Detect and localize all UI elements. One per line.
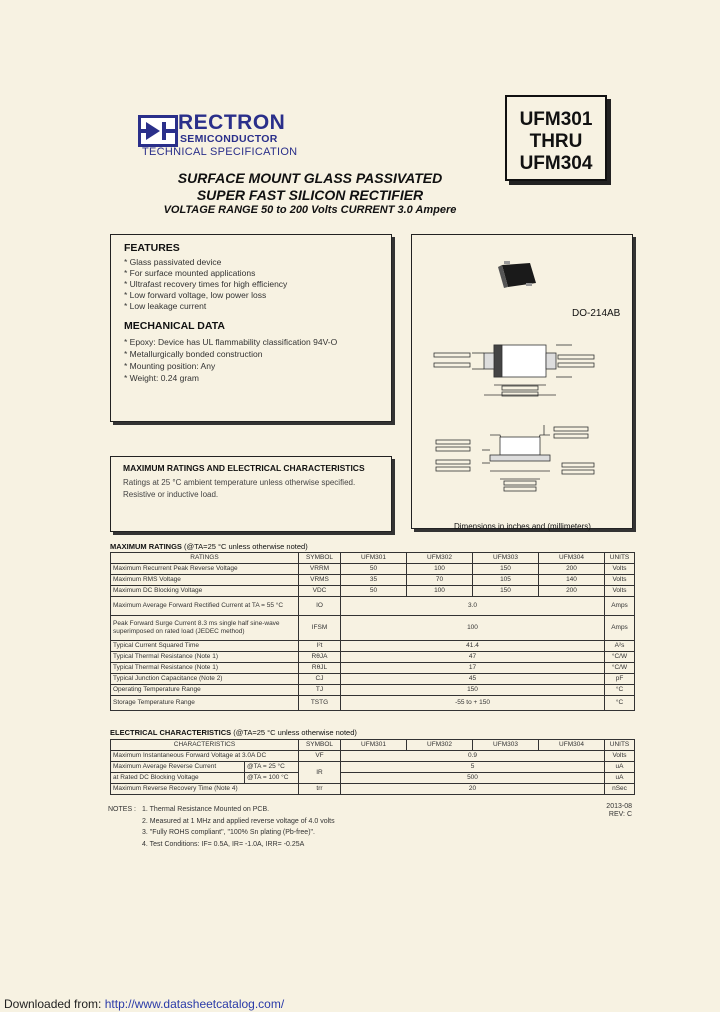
package-drawing-box [411, 234, 633, 529]
ratings-box-heading: MAXIMUM RATINGS AND ELECTRICAL CHARACTERISTICS [123, 463, 365, 473]
row-symbol: IR [299, 762, 341, 784]
row-unit: Amps [605, 597, 635, 616]
row-symbol: CJ [299, 674, 341, 685]
row-value: 41.4 [341, 641, 605, 652]
table-row [111, 751, 635, 762]
notes-prefix: NOTES : [108, 806, 137, 813]
part-line-3: UFM304 [519, 153, 593, 174]
table-row [111, 674, 635, 685]
row-unit: °C/W [605, 652, 635, 663]
row-value: 200 [539, 564, 605, 575]
row-label: Peak Forward Surge Current 8.3 ms single half sine-wave superimposed on rated load (JEDEC method) [111, 616, 299, 641]
date-code-rev: REV: C [608, 811, 632, 818]
row-unit: uA [605, 773, 635, 784]
feature-item: * Ultrafast recovery times for high efficiency [124, 279, 288, 289]
row-symbol: trr [299, 784, 341, 795]
part-number-box [505, 95, 607, 181]
row-symbol: RθJL [299, 663, 341, 674]
row-label: Maximum Recurrent Peak Reverse Voltage [111, 564, 299, 575]
brand-name: RECTRON [178, 111, 286, 134]
part-line-2: THRU [529, 131, 583, 152]
row-label: Maximum Instantaneous Forward Voltage at 3.0A DC [111, 751, 299, 762]
column-header: SYMBOL [299, 553, 341, 564]
row-unit: Volts [605, 751, 635, 762]
row-symbol: IO [299, 597, 341, 616]
table-header-row [111, 553, 635, 564]
doc-title-line-1: SURFACE MOUNT GLASS PASSIVATED [177, 170, 443, 186]
row-value: 20 [341, 784, 605, 795]
row-value: 105 [473, 575, 539, 586]
column-header: UFM304 [539, 740, 605, 751]
row-label: Storage Temperature Range [111, 696, 299, 711]
column-header: RATINGS [111, 553, 299, 564]
date-code [600, 803, 632, 819]
row-value: 50 [341, 586, 407, 597]
elec-caption-title: ELECTRICAL CHARACTERISTICS [110, 728, 232, 737]
brand-subtitle: SEMICONDUCTOR [180, 133, 278, 145]
datasheet-catalog-link[interactable]: http://www.datasheetcatalog.com/ [104, 997, 285, 1011]
row-value: 5 [341, 762, 605, 773]
row-label: Maximum Average Reverse Current [111, 762, 245, 773]
doc-title-line-2: SUPER FAST SILICON RECTIFIER [196, 187, 424, 203]
row-symbol: TJ [299, 685, 341, 696]
download-footer [4, 997, 284, 1011]
column-header: UFM302 [407, 740, 473, 751]
row-value: 17 [341, 663, 605, 674]
row-symbol: VRMS [299, 575, 341, 586]
row-value: 150 [473, 586, 539, 597]
row-unit: °C [605, 696, 635, 711]
rectron-logo-icon [138, 115, 178, 147]
row-value: 100 [407, 564, 473, 575]
note-item: 1. Thermal Resistance Mounted on PCB. [142, 806, 270, 813]
note-item: 2. Measured at 1 MHz and applied reverse voltage of 4.0 volts [142, 817, 335, 825]
row-value: 35 [341, 575, 407, 586]
part-line-1: UFM301 [519, 109, 593, 130]
row-value: 150 [341, 685, 605, 696]
mechanical-item: * Epoxy: Device has UL flammability classification 94V-O [124, 337, 338, 347]
features-box [110, 234, 392, 422]
table-row [111, 597, 635, 616]
feature-item: * Glass passivated device [124, 257, 222, 267]
row-unit: °C [605, 685, 635, 696]
mechanical-item: * Weight: 0.24 gram [124, 373, 199, 383]
max-ratings-caption-title: MAXIMUM RATINGS [110, 542, 182, 551]
row-label: Maximum DC Blocking Voltage [111, 586, 299, 597]
row-unit: uA [605, 762, 635, 773]
row-unit: Amps [605, 616, 635, 641]
column-header: UFM301 [341, 740, 407, 751]
table-row [111, 586, 635, 597]
table-row [111, 663, 635, 674]
row-value: 200 [539, 586, 605, 597]
table-row [111, 652, 635, 663]
elec-caption-note: (@TA=25 °C unless otherwise noted) [233, 728, 357, 737]
row-value: 70 [407, 575, 473, 586]
dimensions-note: Dimensions in inches and (millimeters) [454, 522, 591, 531]
row-label: at Rated DC Blocking Voltage [111, 773, 245, 784]
row-label: Maximum Reverse Recovery Time (Note 4) [111, 784, 299, 795]
ratings-summary-box [110, 456, 392, 532]
row-value: 0.9 [341, 751, 605, 762]
column-header: UNITS [605, 740, 635, 751]
elec-caption [110, 728, 357, 737]
column-header: UFM301 [341, 553, 407, 564]
ratings-box-line-1: Ratings at 25 °C ambient temperature unless otherwise specified. [123, 478, 356, 487]
row-symbol: TSTG [299, 696, 341, 711]
table-row [111, 616, 635, 641]
mechanical-item: * Mounting position: Any [124, 361, 216, 371]
date-code-year: 2013-08 [606, 803, 632, 810]
row-value: 150 [473, 564, 539, 575]
note-item: 4. Test Conditions: IF= 0.5A, IR= -1.0A, IRR= -0.25A [142, 840, 305, 848]
column-header: UNITS [605, 553, 635, 564]
ratings-box-line-2: Resistive or inductive load. [123, 490, 219, 499]
row-unit: °C/W [605, 663, 635, 674]
column-header: UFM302 [407, 553, 473, 564]
table-row [111, 696, 635, 711]
column-header: UFM303 [473, 740, 539, 751]
row-condition: @TA = 25 °C [245, 762, 299, 773]
column-header: UFM304 [539, 553, 605, 564]
table-row [111, 784, 635, 795]
row-symbol: VDC [299, 586, 341, 597]
table-row [111, 575, 635, 586]
table-row [111, 773, 635, 784]
brand-spec: TECHNICAL SPECIFICATION [142, 146, 298, 158]
footer-prefix: Downloaded from: [4, 997, 102, 1011]
package-name: DO-214AB [572, 308, 621, 319]
column-header: SYMBOL [299, 740, 341, 751]
row-value: 500 [341, 773, 605, 784]
feature-item: * Low leakage current [124, 301, 207, 311]
column-header: CHARACTERISTICS [111, 740, 299, 751]
elec-table [110, 739, 635, 795]
row-symbol: IFSM [299, 616, 341, 641]
row-label: Typical Thermal Resistance (Note 1) [111, 663, 299, 674]
row-symbol: VRRM [299, 564, 341, 575]
row-symbol: I²t [299, 641, 341, 652]
row-value: 50 [341, 564, 407, 575]
row-unit: pF [605, 674, 635, 685]
max-ratings-table [110, 552, 635, 711]
feature-item: * For surface mounted applications [124, 268, 256, 278]
row-value: -55 to + 150 [341, 696, 605, 711]
row-value: 45 [341, 674, 605, 685]
row-value: 3.0 [341, 597, 605, 616]
max-ratings-caption-note: (@TA=25 °C unless otherwise noted) [184, 542, 308, 551]
note-item: 3. "Fully ROHS compliant", "100% Sn plating (Pb-free)". [142, 829, 315, 836]
row-value: 47 [341, 652, 605, 663]
row-symbol: RθJA [299, 652, 341, 663]
doc-title-line-3: VOLTAGE RANGE 50 to 200 Volts CURRENT 3.0 Ampere [163, 204, 457, 216]
row-unit: A²s [605, 641, 635, 652]
row-label: Operating Temperature Range [111, 685, 299, 696]
row-condition: @TA = 100 °C [245, 773, 299, 784]
row-unit: Volts [605, 586, 635, 597]
row-label: Typical Thermal Resistance (Note 1) [111, 652, 299, 663]
table-header-row [111, 740, 635, 751]
row-value: 100 [407, 586, 473, 597]
feature-item: * Low forward voltage, low power loss [124, 290, 267, 300]
row-symbol: VF [299, 751, 341, 762]
column-header: UFM303 [473, 553, 539, 564]
row-value: 100 [341, 616, 605, 641]
features-heading: FEATURES [124, 242, 180, 254]
table-row [111, 762, 635, 773]
mechanical-heading: MECHANICAL DATA [124, 320, 225, 332]
table-row [111, 641, 635, 652]
row-unit: Volts [605, 575, 635, 586]
row-unit: Volts [605, 564, 635, 575]
max-ratings-caption [110, 542, 308, 551]
table-row [111, 564, 635, 575]
table-row [111, 685, 635, 696]
row-label: Maximum Average Forward Rectified Current at TA = 55 °C [111, 597, 299, 616]
row-label: Maximum RMS Voltage [111, 575, 299, 586]
row-label: Typical Junction Capacitance (Note 2) [111, 674, 299, 685]
row-unit: nSec [605, 784, 635, 795]
package-outline-drawing [412, 235, 632, 515]
row-value: 140 [539, 575, 605, 586]
row-label: Typical Current Squared Time [111, 641, 299, 652]
mechanical-item: * Metallurgically bonded construction [124, 349, 263, 359]
